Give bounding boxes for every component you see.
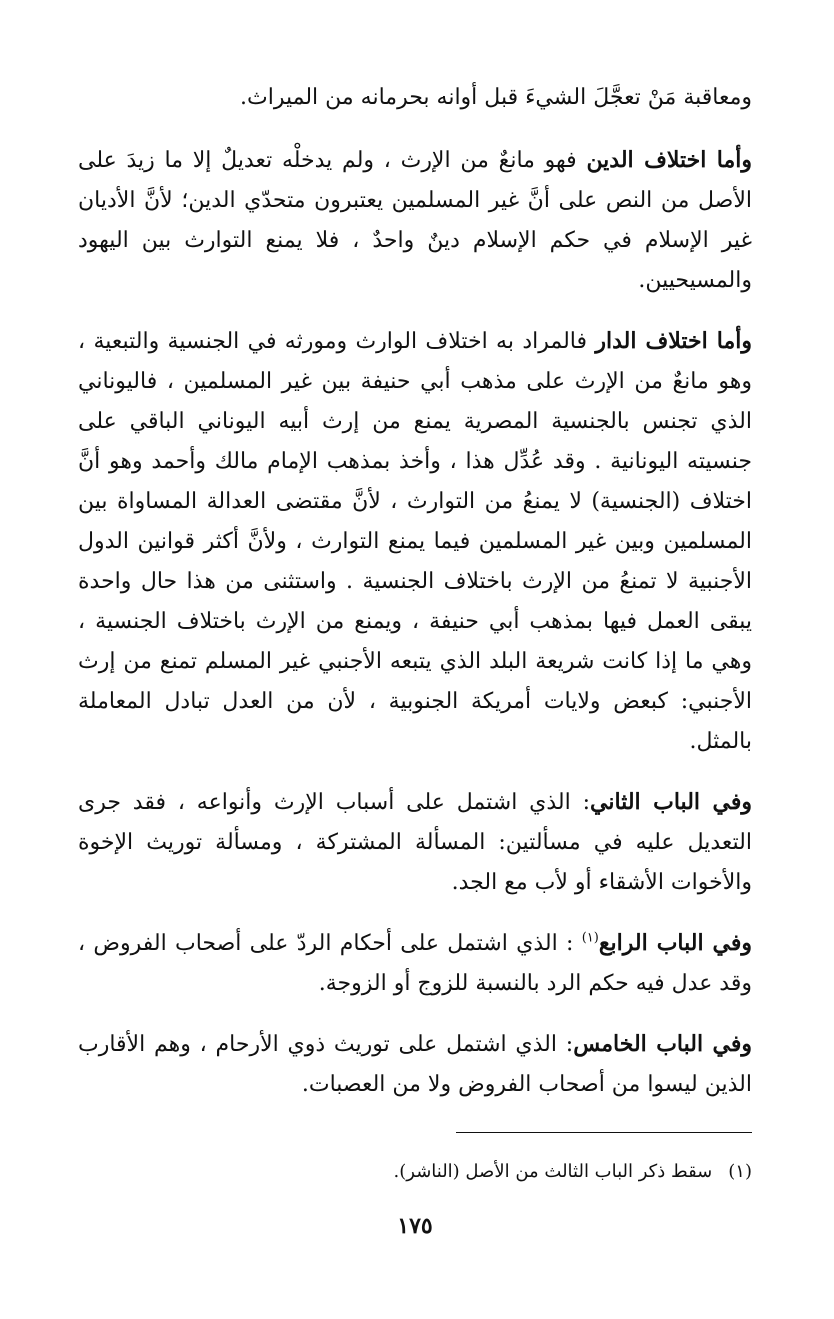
page-body (78, 78, 752, 1259)
footnote-text: سقط ذكر الباب الثالث من الأصل (الناشر). (393, 1161, 713, 1182)
footnote-number: (١) (728, 1161, 752, 1182)
paragraph-text: : الذي اشتمل على توريث ذوي الأرحام ، وهم الأقارب الذين ليسوا من أصحاب الفروض ولا من العصبات. (78, 1032, 752, 1097)
paragraph-lead: وفي الباب الخامس (573, 1031, 752, 1057)
paragraph-lead: وأما اختلاف الدار (595, 328, 752, 354)
paragraph-intro (78, 78, 752, 118)
paragraph-lead: وفي الباب الثاني (590, 789, 752, 815)
paragraph-religion-difference (78, 140, 752, 301)
paragraph-text: ومعاقبة مَنْ تعجَّلَ الشيءَ قبل أوانه بحرمانه من الميراث. (240, 85, 752, 110)
paragraph-text: : الذي اشتمل على أحكام الردّ على أصحاب الفروض ، وقد عدل فيه حكم الرد بالنسبة للزوج أو الزوجة. (78, 931, 752, 996)
footnote (394, 1158, 752, 1186)
paragraph-lead: وأما اختلاف الدين (586, 147, 752, 173)
footnote-reference[interactable]: (١) (581, 930, 599, 946)
footnote-divider (456, 1132, 752, 1133)
paragraph-chapter-five (78, 1024, 752, 1105)
paragraph-lead: وفي الباب الرابع (598, 930, 752, 956)
paragraph-text: : الذي اشتمل على أسباب الإرث وأنواعه ، فقد جرى التعديل عليه في مسألتين: المسألة المشتركة ، ومسألة توريث الإخوة والأخوات الأشقاء أو لأب مع الجد. (78, 790, 752, 895)
paragraph-domicile-difference (78, 321, 752, 762)
paragraph-text: فهو مانعٌ من الإرث ، ولم يدخلْه تعديلٌ إلا ما زيدَ على الأصل من النص على أنَّ غير المسلمين يعتبرون متحدّي الدين؛ لأنَّ الأديان غير الإسلام في حكم الإسلام دينٌ واحدٌ ، فلا يمنع التوارث بين اليهود والمسيحيين. (78, 148, 752, 293)
paragraph-chapter-four (78, 923, 752, 1004)
paragraph-chapter-two (78, 782, 752, 903)
paragraph-text: فالمراد به اختلاف الوارث ومورثه في الجنسية والتبعية ، وهو مانعٌ من الإرث على مذهب أبي حنيفة بين غير المسلمين ، فاليوناني الذي تجنس بالجنسية المصرية يمنع من إرث أبيه اليوناني الباقي على جنسيته اليونانية . وقد عُدِّل هذا ، وأخذ بمذهب الإمام مالك وأحمد وهو أنَّ اختلاف (الجنسية) لا يمنعُ من التوارث ، لأنَّ مقتضى العدالة المساواة بين المسلمين وبين غير المسلمين فيما يمنع التوارث ، ولأنَّ أكثر قوانين الدول الأجنبية لا تمنعُ من الإرث باختلاف الجنسية . واستثنى من هذا حال واحدة يبقى العمل فيها بمذهب أبي حنيفة ، ويمنع من الإرث باختلاف الجنسية ، وهي ما إذا كانت شريعة البلد الذي يتبعه الأجنبي غير المسلم تمنع من إرث الأجنبي: كبعض ولايات أمريكة الجنوبية ، لأن من العدل تبادل المعاملة بالمثل. (78, 329, 752, 754)
page-number: ١٧٥ (397, 1213, 433, 1239)
